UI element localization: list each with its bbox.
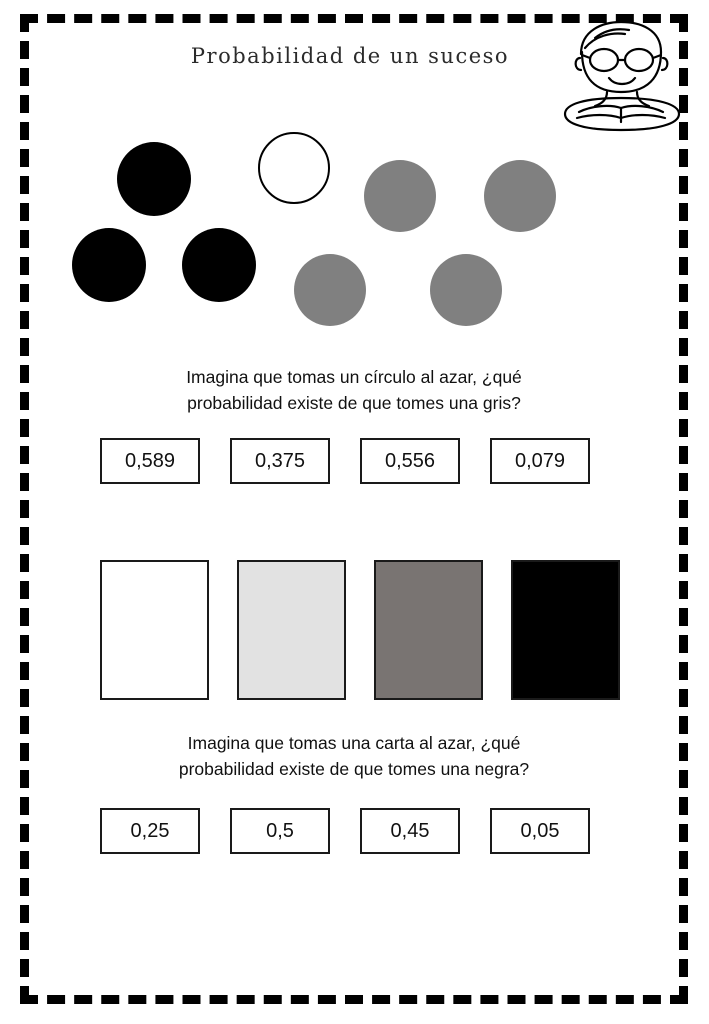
question-1-options [100,438,620,484]
card-black [511,560,620,700]
circle-black-1 [117,142,191,216]
question-2-line-1: Imagina que tomas una carta al azar, ¿qué [187,733,521,753]
circle-black-2 [72,228,146,302]
question-1-option-2[interactable]: 0,375 [230,438,330,484]
card-dark-gray [374,560,483,700]
cards-illustration [100,560,620,700]
question-1-line-2: probabilidad existe de que tomes una gris? [187,393,521,413]
question-1-option-4[interactable]: 0,079 [490,438,590,484]
question-1-line-1: Imagina que tomas un círculo al azar, ¿qué [186,367,522,387]
page-title: Probabilidad de un suceso [190,44,510,68]
question-1-option-3[interactable]: 0,556 [360,438,460,484]
question-2-option-4[interactable]: 0,05 [490,808,590,854]
question-2-text [74,730,634,782]
question-1-text [74,364,634,416]
question-2-option-2[interactable]: 0,5 [230,808,330,854]
card-light-gray [237,560,346,700]
circle-gray-4 [430,254,502,326]
boy-with-glasses-icon [551,18,691,133]
circle-gray-3 [294,254,366,326]
question-1-option-1[interactable]: 0,589 [100,438,200,484]
card-white [100,560,209,700]
question-2-option-3[interactable]: 0,45 [360,808,460,854]
circle-gray-2 [484,160,556,232]
question-2-option-1[interactable]: 0,25 [100,808,200,854]
circle-gray-1 [364,160,436,232]
question-2-options [100,808,620,854]
circles-illustration [0,132,709,322]
circle-black-3 [182,228,256,302]
circle-white-1 [258,132,330,204]
question-2-line-2: probabilidad existe de que tomes una negra? [178,759,530,779]
